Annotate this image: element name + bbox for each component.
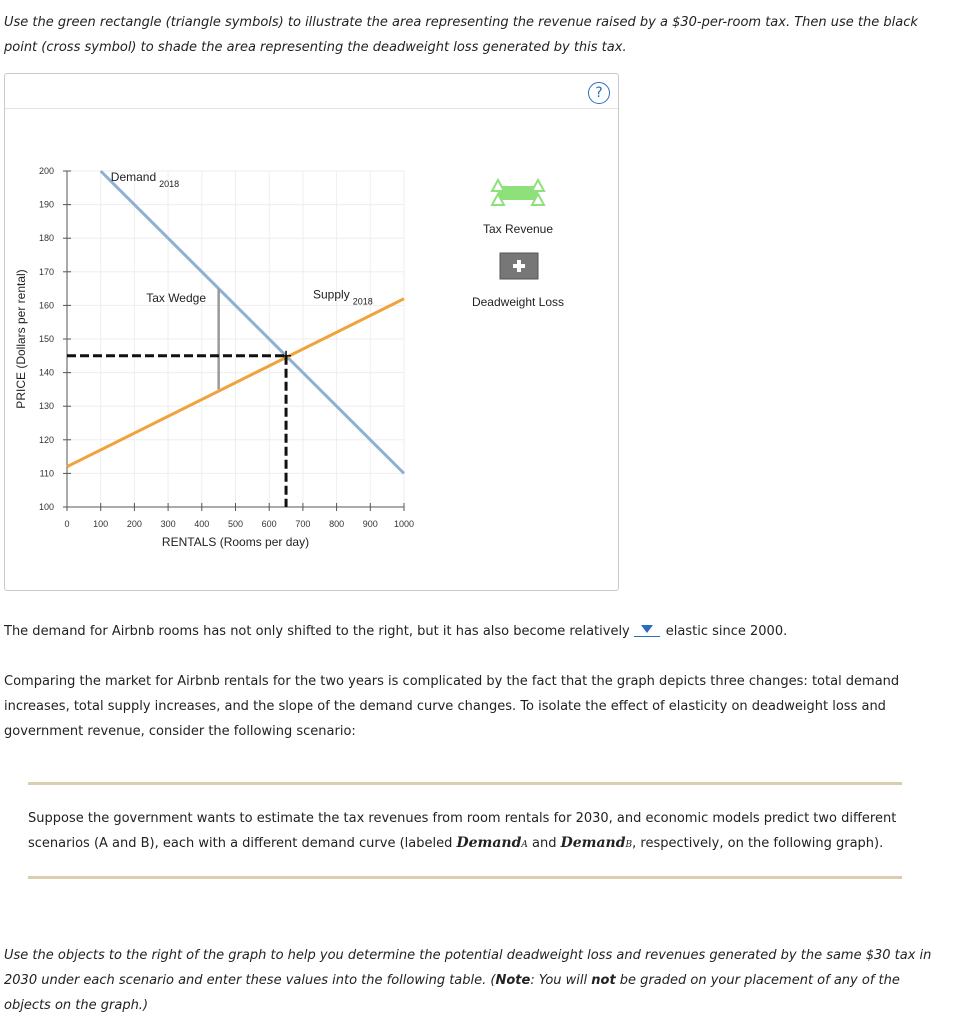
x-tick-label: 400 — [194, 519, 210, 529]
question-text-before: The demand for Airbnb rooms has not only shifted to the right, but it has also become relatively — [4, 624, 630, 639]
y-tick-label: 140 — [38, 367, 54, 378]
objects-part2: : You will — [530, 973, 592, 988]
instructions-text: Use the green rectangle (triangle symbols) to illustrate the area representing the revenue raised by a $30-per-room tax. Then use the black point (cross symbol) to shade the area representing the deadweight loss generated by this tax. — [4, 15, 918, 55]
not-label: not — [591, 973, 616, 988]
y-axis-label: PRICE (Dollars per rental) — [14, 269, 28, 409]
x-tick-label: 900 — [362, 519, 378, 529]
x-tick-label: 0 — [64, 519, 70, 529]
triangle-symbol-icon — [492, 180, 504, 191]
scenario-divider-bottom — [28, 876, 902, 879]
note-label: Note — [495, 973, 531, 988]
y-tick-label: 130 — [38, 401, 54, 412]
x-tick-label: 600 — [261, 519, 277, 529]
objects-instructions — [4, 943, 949, 1018]
y-tick-label: 150 — [38, 334, 54, 344]
tax-revenue-label: Tax Revenue — [482, 222, 554, 236]
demand-b-subscript: B — [625, 840, 633, 850]
x-tick-label: 100 — [93, 519, 109, 529]
x-tick-label: 200 — [126, 519, 142, 529]
scenario-and: and — [527, 836, 561, 851]
x-tick-label: 300 — [160, 519, 176, 529]
demand-curve-label — [111, 170, 179, 189]
x-axis-label: RENTALS (Rooms per day) — [161, 535, 310, 549]
x-tick-label: 500 — [227, 519, 244, 529]
question-text-after: elastic since 2000. — [665, 624, 788, 639]
supply-curve-label-subscript: 2018 — [352, 296, 373, 307]
tax-revenue-rectangle — [498, 186, 538, 200]
supply-curve-label-text: Supply — [313, 287, 350, 302]
elasticity-question — [4, 619, 787, 644]
tax-revenue-icon[interactable] — [492, 180, 544, 205]
scenario-divider-top — [28, 782, 902, 785]
demand-b-label: Demand — [560, 835, 626, 851]
demand-curve-label-text: Demand — [110, 170, 157, 185]
help-icon[interactable]: ? — [588, 82, 610, 104]
y-tick-label: 190 — [38, 199, 54, 210]
x-tick-label: 700 — [295, 519, 311, 529]
y-tick-label: 160 — [38, 300, 54, 311]
objects-part1: Use the objects to the right of the graph to help you determine the potential deadweight loss and revenues generated by the same $30 tax in 2030 under each scenario and enter these values into the following table. ( — [4, 948, 932, 988]
deadweight-loss-label: Deadweight Loss — [471, 295, 565, 309]
y-tick-label: 110 — [39, 468, 54, 479]
scenario-part2: , respectively, on the following graph). — [632, 836, 884, 851]
y-tick-label: 180 — [38, 233, 54, 244]
x-tick-label: 1000 — [393, 519, 415, 529]
demand-a-label: Demand — [456, 835, 522, 851]
triangle-symbol-icon — [532, 180, 544, 191]
supply-curve-label — [313, 288, 373, 307]
tax-wedge-label-text: Tax Wedge — [146, 291, 207, 306]
objects-part3: be graded on your placement of any of the objects on the graph.) — [4, 973, 900, 1013]
y-tick-label: 200 — [38, 166, 54, 176]
tax-wedge-label — [146, 291, 206, 305]
y-tick-label: 120 — [38, 434, 54, 445]
elasticity-dropdown[interactable] — [634, 622, 660, 637]
dropdown-caret-icon — [641, 625, 653, 633]
comparison-text: Comparing the market for Airbnb rentals for the two years is complicated by the fact that the graph depicts three changes: total demand increases, total supply increases, and the slope of the demand curve changes. To isolate the effect of elasticity on deadweight loss and government revenue, consider the following scenario: — [4, 674, 900, 739]
demand-a-subscript: A — [521, 840, 528, 850]
deadweight-loss-icon[interactable] — [500, 253, 538, 279]
scenario-part1: Suppose the government wants to estimate the tax revenues from room rentals for 2030, and economic models predict two different scenarios (A and B), each with a different demand curve (labeled — [28, 811, 897, 851]
y-tick-label: 100 — [38, 502, 54, 512]
x-tick-label: 800 — [329, 519, 345, 529]
demand-curve-label-subscript: 2018 — [159, 179, 180, 190]
scenario-text — [28, 806, 908, 858]
y-tick-label: 170 — [38, 266, 54, 277]
